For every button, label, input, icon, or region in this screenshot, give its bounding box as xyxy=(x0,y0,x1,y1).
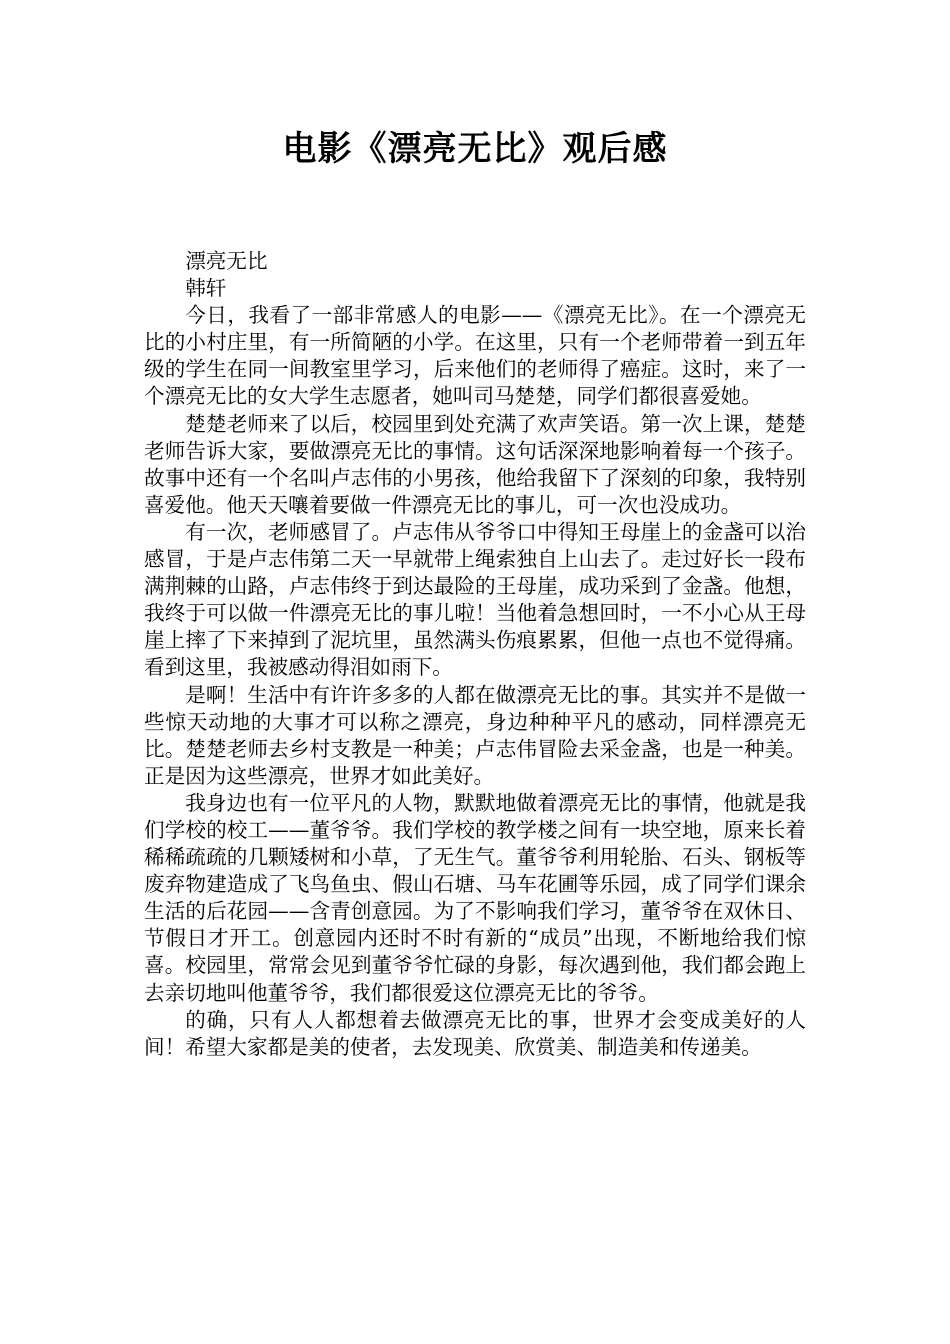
paragraph-subtitle: 漂亮无比 xyxy=(185,249,268,273)
paragraph-author: 韩轩 xyxy=(185,276,227,301)
paragraph: 我身边也有一位平凡的人物，默默地做着漂亮无比的事情，他就是我们学校的校工——董爷爷。我们学校的教学楼之间有一块空地，原来长着稀稀疏疏的几颗矮树和小草，了无生气。董爷爷利用轮胎、石头、钢板等废弃物建造成了飞鸟鱼虫、假山石塘、马车花圃等乐园，成了同学们课余生活的后花园——含青创意园。为了不影响我们学习，董爷爷在双休日、节假日才开工。创意园内还时不时有新的“成员”出现，不断地给我们惊喜。校园里，常常会见到董爷爷忙碌的身影，每次遇到他，我们都会跑上去亲切地叫他董爷爷，我们都很爱这位漂亮无比的爷爷。 xyxy=(144,790,806,1005)
paragraph: 是啊！生活中有许许多多的人都在做漂亮无比的事。其实并不是做一些惊天动地的大事才可以称之漂亮，身边种种平凡的感动，同样漂亮无比。楚楚老师去乡村支教是一种美；卢志伟冒险去采金盏，也是一种美。正是因为这些漂亮，世界才如此美好。 xyxy=(144,682,806,788)
document-body xyxy=(144,248,806,1061)
paragraph: 的确，只有人人都想着去做漂亮无比的事，世界才会变成美好的人间！希望大家都是美的使者，去发现美、欣赏美、制造美和传递美。 xyxy=(144,1007,806,1059)
paragraph: 今日，我看了一部非常感人的电影——《漂亮无比》。在一个漂亮无比的小村庄里，有一所简陋的小学。在这里，只有一个老师带着一到五年级的学生在同一间教室里学习，后来他们的老师得了癌症。这时，来了一个漂亮无比的女大学生志愿者，她叫司马楚楚，同学们都很喜爱她。 xyxy=(144,303,806,409)
paragraph: 楚楚老师来了以后，校园里到处充满了欢声笑语。第一次上课，楚楚老师告诉大家，要做漂亮无比的事情。这句话深深地影响着每一个孩子。故事中还有一个名叫卢志伟的小男孩，他给我留下了深刻的印象，我特别喜爱他。他天天嚷着要做一件漂亮无比的事儿，可一次也没成功。 xyxy=(144,411,806,517)
document-title: 电影《漂亮无比》观后感 xyxy=(282,129,668,169)
paragraph: 有一次，老师感冒了。卢志伟从爷爷口中得知王母崖上的金盏可以治感冒，于是卢志伟第二天一早就带上绳索独自上山去了。走过好长一段布满荆棘的山路，卢志伟终于到达最险的王母崖，成功采到了金盏。他想，我终于可以做一件漂亮无比的事儿啦！当他着急想回时，一不小心从王母崖上摔了下来掉到了泥坑里，虽然满头伤痕累累，但他一点也不觉得痛。看到这里，我被感动得泪如雨下。 xyxy=(144,519,806,680)
